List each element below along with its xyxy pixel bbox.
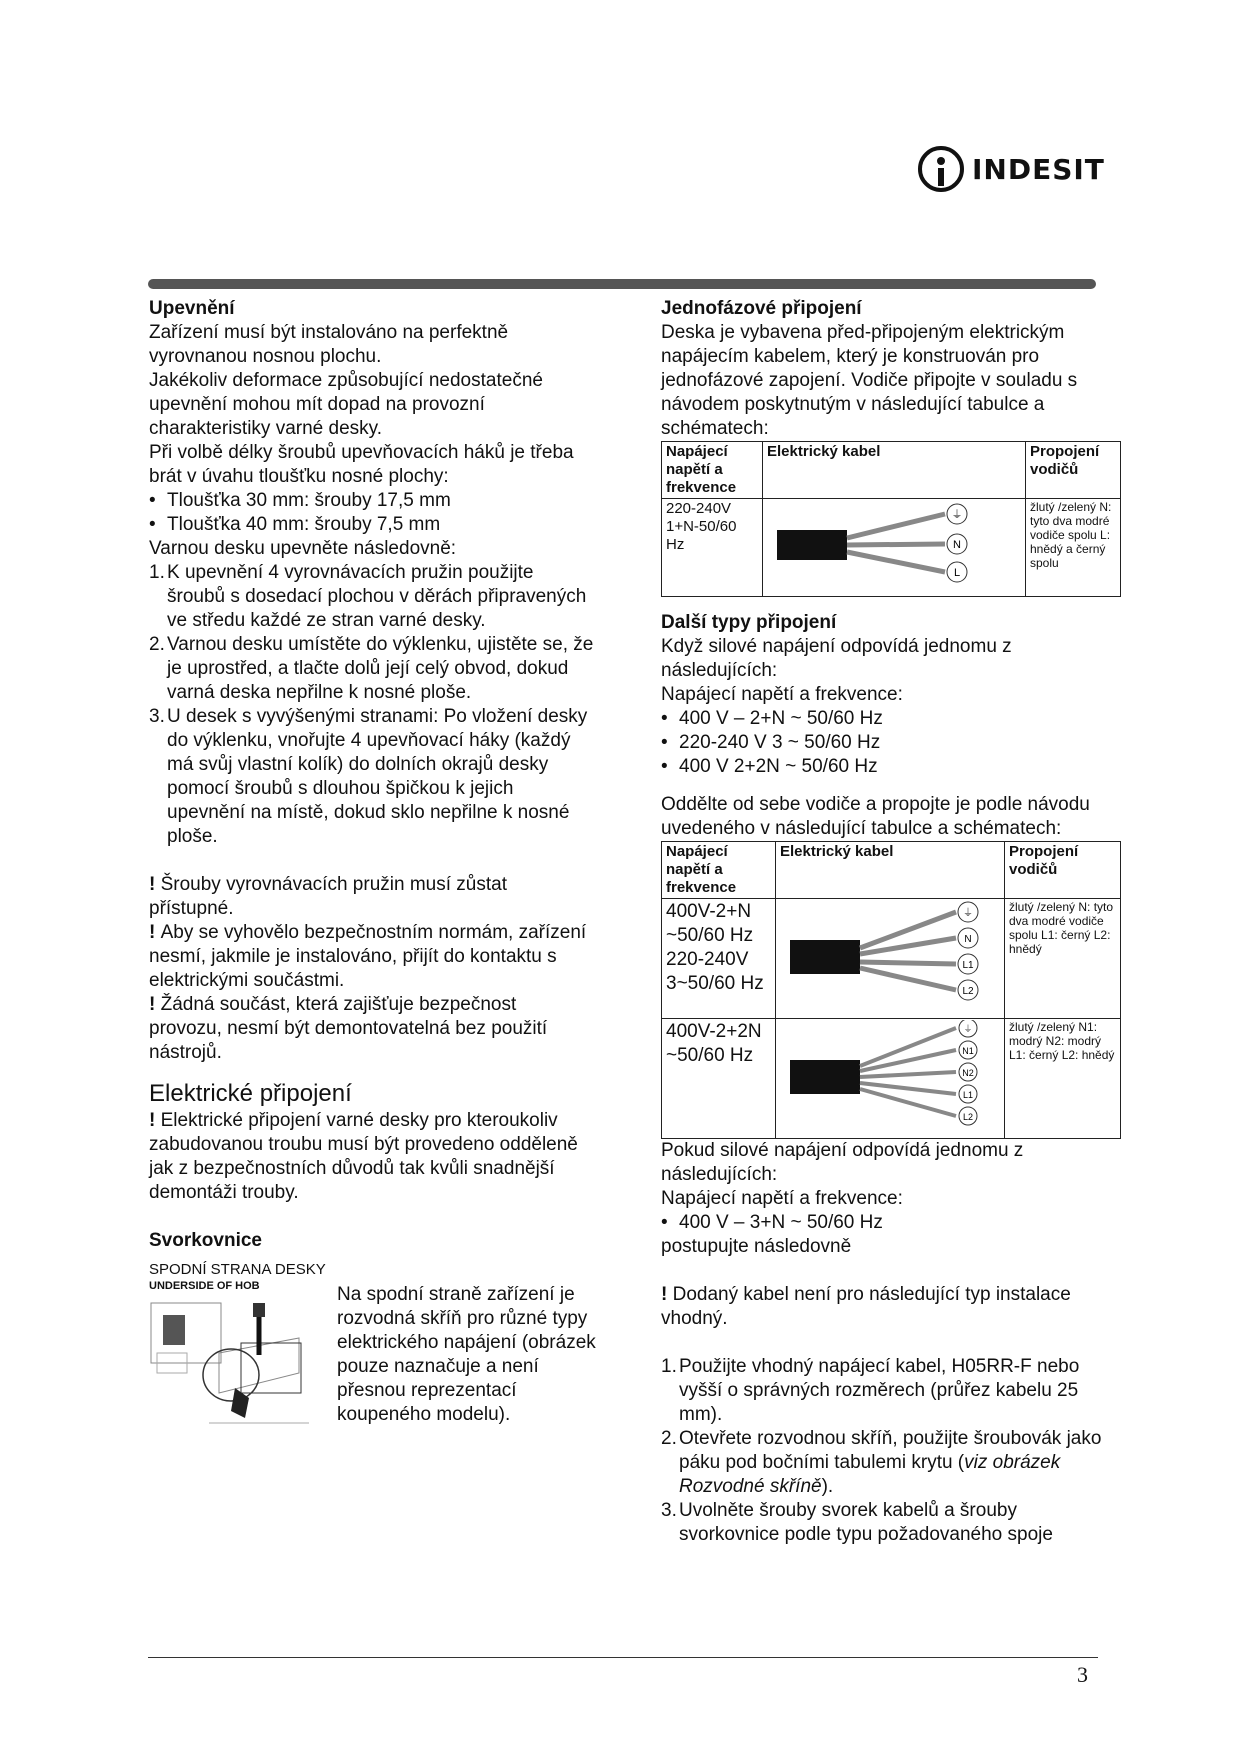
top-divider-bar <box>148 279 1096 289</box>
page-number: 3 <box>1077 1662 1088 1687</box>
multi-phase-table <box>661 841 1121 1139</box>
wiring-note: žlutý /zelený N: tyto dva modré vodiče spolu L: hnědý a černý spolu <box>1026 499 1121 597</box>
wire-label: L2 <box>962 986 974 997</box>
wire-label: L1 <box>962 960 974 971</box>
cable-steps <box>661 1355 1106 1547</box>
screw-list <box>149 489 594 537</box>
list-item: 2. Otevřete rozvodnou skříň, použijte šroubovák jako páku pod bočními tabulemi krytu (viz obrázek Rozvodné skříně). <box>661 1428 1102 1497</box>
paragraph: postupujte následovně <box>661 1236 852 1257</box>
left-column <box>149 297 594 1476</box>
terminal-box-figure <box>149 1261 594 1476</box>
wire-label: N <box>964 934 972 945</box>
paragraph: Když silové napájení odpovídá jednomu z následujících: <box>661 636 1012 681</box>
list-item: 3. U desek s vyvýšenými stranami: Po vložení desky do výklenku, vnořujte 4 upevňovací háky (každý má svůj vlastní kolík) do dolních okrajů desky pomocí šroubů s dlouhou špičkou k jejich upevnění na místě, dokud sklo nepřilne k nosné ploše. <box>149 706 588 847</box>
paragraph: Zařízení musí být instalováno na perfektně vyrovnanou nosnou plochu. <box>149 322 509 367</box>
list-item: • 400 V 2+2N ~ 50/60 Hz <box>661 755 1106 779</box>
wiring-note: žlutý /zelený N: tyto dva modré vodiče spolu L1: černý L2: hnědý <box>1005 899 1121 1019</box>
wire-label: L1 <box>962 1090 974 1100</box>
screwdriver-icon <box>149 1293 319 1443</box>
cable-diagram-cell <box>776 1019 1005 1139</box>
list-item: 2. Varnou desku umístěte do výklenku, ujistěte se, že je uprostřed, a tlačte dolů její celý obvod, dokud varná deska nepřilne k nosné ploše. <box>149 634 594 703</box>
list-item: • Tloušťka 40 mm: šrouby 7,5 mm <box>149 513 594 537</box>
table-header: Napájecí napětí a frekvence <box>662 442 763 499</box>
right-column <box>661 297 1115 1547</box>
list-item: • 400 V – 3+N ~ 50/60 Hz <box>661 1211 1106 1235</box>
table-header: Propojení vodičů <box>1026 442 1121 499</box>
warning: ! Šrouby vyrovnávacích pružin musí zůstat přístupné. <box>149 874 507 919</box>
paragraph: Varnou desku upevněte následovně: <box>149 538 457 559</box>
wiring-note: žlutý /zelený N1: modrý N2: modrý L1: černý L2: hnědý <box>1005 1019 1121 1139</box>
paragraph: Pokud silové napájení odpovídá jednomu z následujících: <box>661 1140 1024 1185</box>
list-item: • Tloušťka 30 mm: šrouby 17,5 mm <box>149 489 594 513</box>
list-item: 1. K upevnění 4 vyrovnávacích pružin použijte šroubů s dosedací plochou v děrách připravených ve středu každé ze stran varné desky. <box>149 562 587 631</box>
wire-label: L <box>953 567 961 579</box>
heading-jednofazove-pripojeni: Jednofázové připojení <box>661 298 862 319</box>
paragraph: Jakékoliv deformace způsobující nedostatečné upevnění mohou mít dopad na provozní charakteristiky varné desky. <box>149 370 543 439</box>
wire-label: ⏚ <box>963 908 973 919</box>
table-cell: 220-240V 1+N-50/60 Hz <box>662 499 763 597</box>
heading-elektricke-pripojeni: Elektrické připojení <box>149 1080 352 1107</box>
single-phase-table <box>661 441 1121 597</box>
warning: ! Dodaný kabel není pro následující typ instalace vhodný. <box>661 1284 1071 1329</box>
list-item: • 400 V – 2+N ~ 50/60 Hz <box>661 707 1106 731</box>
brand-logo <box>918 146 1105 192</box>
figure-description: Na spodní straně zařízení je rozvodná skříň pro různé typy elektrického napájení (obrázek pouze naznačuje a není přesnou reprezentací koupeného modelu). <box>337 1284 596 1425</box>
paragraph: Při volbě délky šroubů upevňovacích háků je třeba brát v úvahu tloušťku nosné plochy: <box>149 442 574 487</box>
table-header: Elektrický kabel <box>763 442 1026 499</box>
list-item: • 220-240 V 3 ~ 50/60 Hz <box>661 731 1106 755</box>
cable-diagram <box>780 1020 992 1132</box>
heading-upevneni: Upevnění <box>149 298 235 319</box>
warning: ! Aby se vyhovělo bezpečnostním normám, zařízení nesmí, jakmile je instalováno, přijít do kontaktu s elektrickými součástmi. <box>149 922 587 991</box>
table-cell: 400V-2+N ~50/60 Hz 220-240V 3~50/60 Hz <box>662 899 776 1019</box>
wire-label: N <box>953 539 961 551</box>
warning: ! Žádná součást, která zajišťuje bezpečnost provozu, nesmí být demontovatelná bez použití nástrojů. <box>149 994 548 1063</box>
figure-caption-en: UNDERSIDE OF HOB <box>149 1280 260 1292</box>
warning: ! Elektrické připojení varné desky pro kteroukoliv zabudovanou troubu musí být provedeno odděleně jak z bezpečnostních důvodů tak kvůli snadnější demontáži trouby. <box>149 1110 578 1203</box>
table-header: Napájecí napětí a frekvence <box>662 842 776 899</box>
wire-label: N2 <box>962 1068 974 1078</box>
supply-list <box>661 1211 1106 1235</box>
wire-label: ⏚ <box>963 1024 973 1034</box>
figure-caption-cz: SPODNÍ STRANA DESKY <box>149 1261 326 1278</box>
supply-list <box>661 707 1106 779</box>
table-header: Elektrický kabel <box>776 842 1005 899</box>
paragraph: Napájecí napětí a frekvence: <box>661 1188 903 1209</box>
list-item: 3. Uvolněte šrouby svorek kabelů a šrouby svorkovnice podle typu požadovaného spoje <box>661 1500 1053 1545</box>
table-header: Propojení vodičů <box>1005 842 1121 899</box>
wire-label: N1 <box>962 1046 974 1056</box>
bottom-divider <box>148 1657 1098 1658</box>
cable-diagram <box>780 900 992 1012</box>
mounting-steps <box>149 561 594 849</box>
paragraph: Oddělte od sebe vodiče a propojte je podle návodu uvedeného v následující tabulce a schématech: <box>661 794 1090 839</box>
cable-diagram-cell <box>776 899 1005 1019</box>
wire-label: ⏚ <box>951 509 963 521</box>
wire-label: L2 <box>962 1112 974 1122</box>
cable-diagram <box>767 500 1013 590</box>
hob-underside-illustration <box>149 1261 339 1451</box>
cable-diagram-cell <box>763 499 1026 597</box>
list-item: 1. Použijte vhodný napájecí kabel, H05RR-F nebo vyšší o správných rozměrech (průřez kabelu 25 mm). <box>661 1356 1080 1425</box>
paragraph: Napájecí napětí a frekvence: <box>661 684 903 705</box>
table-cell: 400V-2+2N ~50/60 Hz <box>662 1019 776 1139</box>
heading-svorkovnice: Svorkovnice <box>149 1230 262 1251</box>
logo-text: INDESIT <box>972 152 1105 186</box>
indesit-logo-icon <box>918 146 964 192</box>
heading-dalsi-typy: Další typy připojení <box>661 612 837 633</box>
paragraph: Deska je vybavena před-připojeným elektrickým napájecím kabelem, který je konstruován pro jednofázové zapojení. Vodiče připojte v souladu s návodem poskytnutým v následující tabulce a schématech: <box>661 322 1078 439</box>
